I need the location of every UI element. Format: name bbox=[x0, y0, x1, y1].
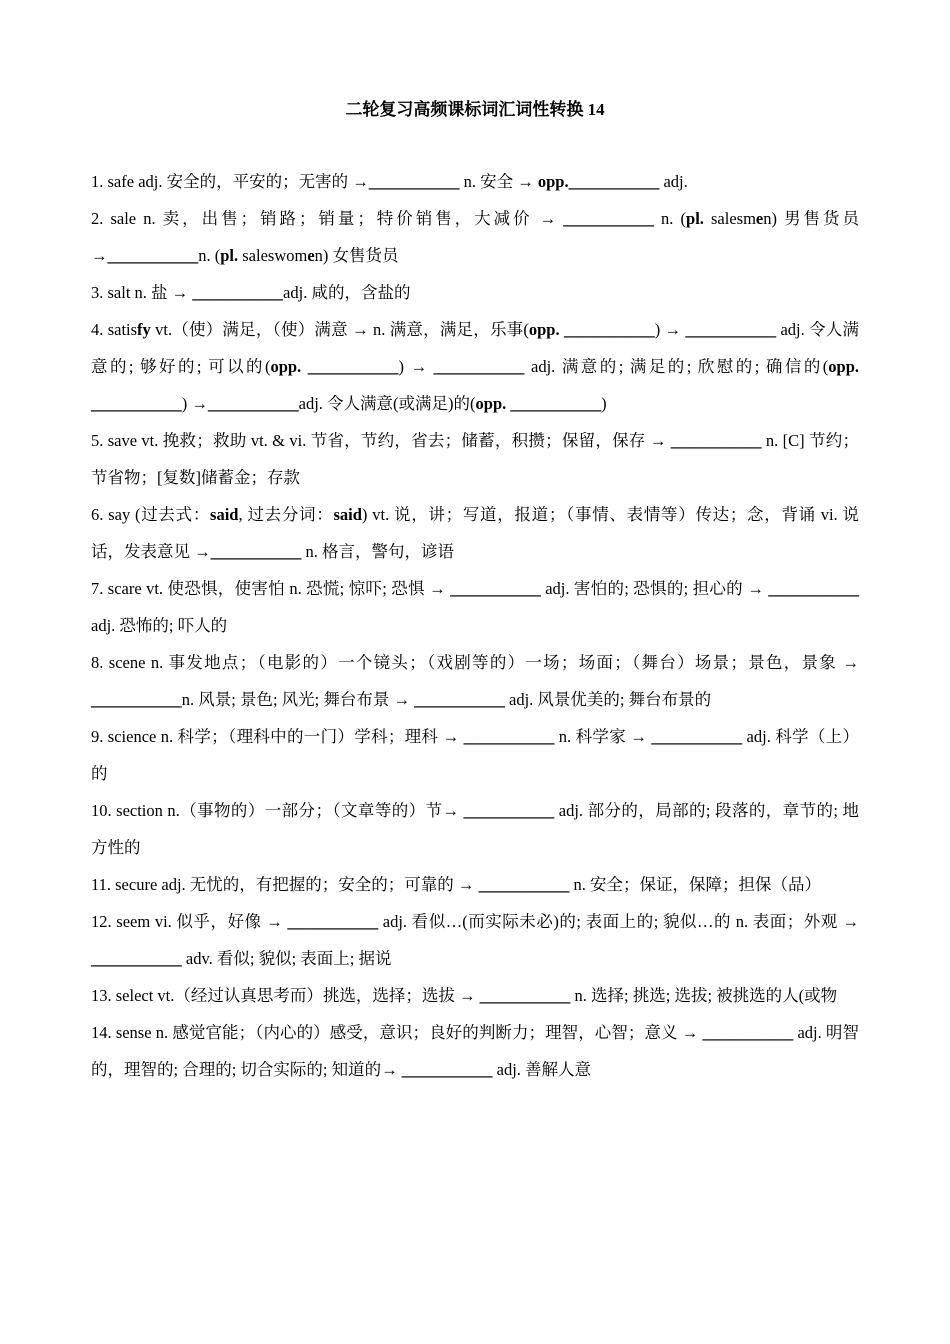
vocab-item-9 bbox=[91, 718, 859, 792]
answer-blank: ___________ bbox=[207, 394, 299, 413]
vocabulary-list bbox=[91, 163, 859, 1088]
entry-text: 7. scare vt. 使恐惧，使害怕 n. 恐慌; 惊吓; 恐惧 → bbox=[91, 579, 451, 598]
answer-blank: ___________ bbox=[414, 690, 505, 709]
entry-text: 14. sense n. 感觉官能；（内心的）感受，意识；良好的判断力；理智，心智；意义 → bbox=[91, 1023, 703, 1042]
answer-blank: ___________ bbox=[401, 1060, 493, 1079]
answer-blank: ___________ bbox=[768, 579, 859, 598]
entry-text: ) vt. 说，讲；写道，报道；（事情、表情等）传达；念，背诵 vi. 说话，发表意见 → bbox=[91, 505, 859, 561]
bold-text: opp. bbox=[475, 394, 507, 413]
entry-text: ) → bbox=[181, 394, 208, 413]
entry-text: 4. satis bbox=[91, 320, 138, 339]
answer-blank: ___________ bbox=[563, 320, 655, 339]
entry-text: 10. section n.（事物的）一部分；（文章等的）节→ bbox=[91, 801, 464, 820]
bold-text: pl. bbox=[220, 246, 239, 265]
answer-blank: ___________ bbox=[433, 357, 525, 376]
answer-blank: ___________ bbox=[479, 986, 571, 1005]
entry-text: adj. 满意的; 满足的; 欣慰的; 确信的( bbox=[524, 357, 829, 376]
vocab-item-8 bbox=[91, 644, 859, 718]
answer-blank: ___________ bbox=[685, 320, 777, 339]
answer-blank: ___________ bbox=[478, 875, 570, 894]
answer-blank: ___________ bbox=[510, 394, 602, 413]
entry-text: n. 选择; 挑选; 选拔; 被挑选的人(或物 bbox=[570, 986, 838, 1005]
bold-text: opp. bbox=[270, 357, 302, 376]
entry-text: adj. 咸的，含盐的 bbox=[283, 283, 411, 302]
entry-text: adj. 令人满意的; 够好的; 可以的( bbox=[91, 320, 859, 376]
entry-text: n. 安全；保证，保障；担保（品） bbox=[569, 875, 821, 894]
vocab-item-5 bbox=[91, 422, 859, 496]
entry-text: n) 女售货员 bbox=[314, 246, 399, 265]
answer-blank: ___________ bbox=[91, 394, 182, 413]
entry-text: adj. 恐怖的; 吓人的 bbox=[91, 616, 228, 635]
entry-text: adj. 明智的，理智的; 合理的; 切合实际的; 知道的→ bbox=[91, 1023, 859, 1079]
entry-text: n. ( bbox=[653, 209, 687, 228]
bold-text: e bbox=[755, 209, 764, 228]
vocab-item-7 bbox=[91, 570, 859, 644]
vocab-item-11 bbox=[91, 866, 859, 903]
entry-text: ) bbox=[601, 394, 607, 413]
answer-blank: ___________ bbox=[670, 431, 762, 450]
vocab-item-14 bbox=[91, 1014, 859, 1088]
vocab-item-4 bbox=[91, 311, 859, 422]
answer-blank: ___________ bbox=[91, 949, 182, 968]
entry-text: adj. 害怕的; 恐惧的; 担心的 → bbox=[540, 579, 769, 598]
answer-blank: ___________ bbox=[463, 801, 555, 820]
bold-text: said bbox=[333, 505, 362, 524]
entry-text: ) → bbox=[654, 320, 686, 339]
entry-text: 12. seem vi. 似乎，好像 → bbox=[91, 912, 288, 931]
entry-text: n. 格言，警句，谚语 bbox=[301, 542, 454, 561]
answer-blank: ___________ bbox=[91, 690, 182, 709]
entry-text: saleswom bbox=[238, 246, 308, 265]
vocab-item-12 bbox=[91, 903, 859, 977]
entry-text: n. [C] 节约；节省物；[复数]储蓄金；存款 bbox=[91, 431, 860, 487]
answer-blank: ___________ bbox=[651, 727, 743, 746]
bold-text: opp. bbox=[537, 172, 569, 191]
answer-blank: ___________ bbox=[563, 209, 654, 228]
entry-text: adv. 看似; 貌似; 表面上; 据说 bbox=[181, 949, 392, 968]
bold-text: fy bbox=[137, 320, 151, 339]
entry-text: 5. save vt. 挽救；救助 vt. & vi. 节省，节约，省去；储蓄，积攒；保留，保存 → bbox=[91, 431, 671, 450]
answer-blank: ___________ bbox=[210, 542, 302, 561]
entry-text: vt.（使）满足，（使）满意 → n. 满意，满足，乐事( bbox=[150, 320, 529, 339]
bold-text: e bbox=[307, 246, 315, 265]
entry-text: n. 安全 → bbox=[459, 172, 538, 191]
answer-blank: ___________ bbox=[463, 727, 555, 746]
entry-text: 3. salt n. 盐 → bbox=[91, 283, 193, 302]
answer-blank: ___________ bbox=[192, 283, 284, 302]
entry-text: 8. scene n. 事发地点；（电影的）一个镜头；（戏剧等的）一场；场面；（舞台）场景；景色，景象 → bbox=[91, 653, 859, 672]
answer-blank: ___________ bbox=[450, 579, 541, 598]
bold-text: said bbox=[210, 505, 239, 524]
entry-text: , 过去分词： bbox=[238, 505, 334, 524]
entry-text: 2. sale n. 卖，出售；销路；销量；特价销售，大减价 → bbox=[91, 209, 564, 228]
answer-blank: ___________ bbox=[702, 1023, 794, 1042]
answer-blank: ___________ bbox=[287, 912, 379, 931]
entry-text: adj. 令人满意(或满足)的( bbox=[298, 394, 476, 413]
answer-blank: ___________ bbox=[307, 357, 399, 376]
answer-blank: ___________ bbox=[568, 172, 660, 191]
entry-text: salesm bbox=[703, 209, 756, 228]
entry-text: adj. bbox=[659, 172, 688, 191]
entry-text: n) 男售货员 → bbox=[91, 209, 859, 265]
entry-text: n. ( bbox=[198, 246, 221, 265]
entry-text: 9. science n. 科学；（理科中的一门）学科；理科 → bbox=[91, 727, 464, 746]
entry-text: 13. select vt.（经过认真思考而）挑选，选择；选拔 → bbox=[91, 986, 480, 1005]
entry-text: adj. 部分的，局部的; 段落的，章节的; 地方性的 bbox=[91, 801, 859, 857]
entry-text: 6. say (过去式： bbox=[91, 505, 211, 524]
entry-text: ) → bbox=[398, 357, 434, 376]
answer-blank: ___________ bbox=[107, 246, 199, 265]
page-title: 二轮复习高频课标词汇词性转换 14 bbox=[345, 100, 605, 119]
entry-text: adj. 风景优美的; 舞台布景的 bbox=[504, 690, 712, 709]
entry-text: n. 风景; 景色; 风光; 舞台布景 → bbox=[181, 690, 415, 709]
entry-text: n. 科学家 → bbox=[554, 727, 652, 746]
vocab-item-6 bbox=[91, 496, 859, 570]
entry-text: 1. safe adj. 安全的，平安的；无害的 → bbox=[91, 172, 369, 191]
entry-text: adj. 看似…(而实际未必)的; 表面上的; 貌似…的 n. 表面；外观 → bbox=[378, 912, 859, 931]
answer-blank: ___________ bbox=[368, 172, 460, 191]
bold-text: opp. bbox=[828, 357, 860, 376]
vocab-item-10 bbox=[91, 792, 859, 866]
entry-text: adj. 善解人意 bbox=[492, 1060, 592, 1079]
vocab-item-1 bbox=[91, 163, 859, 200]
vocab-item-2 bbox=[91, 200, 859, 274]
bold-text: pl. bbox=[686, 209, 704, 228]
bold-text: opp. bbox=[528, 320, 560, 339]
entry-text: 11. secure adj. 无忧的，有把握的；安全的；可靠的 → bbox=[91, 875, 479, 894]
vocab-item-13 bbox=[91, 977, 859, 1014]
vocab-item-3 bbox=[91, 274, 859, 311]
entry-text: adj. 科学（上）的 bbox=[91, 727, 859, 783]
entry-text bbox=[301, 357, 308, 376]
